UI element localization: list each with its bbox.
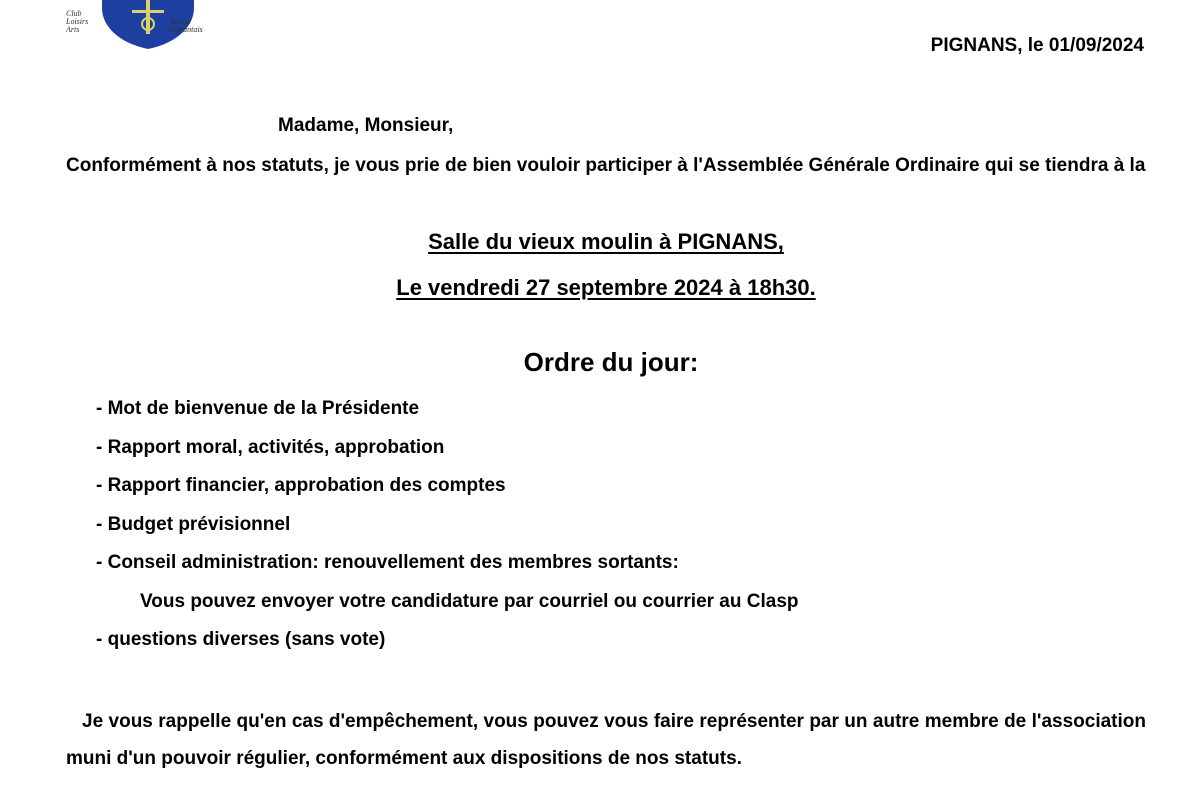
club-logo: [58, 0, 208, 50]
agenda-list: [96, 394, 799, 664]
intro-paragraph: Conformément à nos statuts, je vous prie de bien vouloir participer à l'Assemblée Générale Ordinaire qui se tiendra à la: [66, 155, 1146, 176]
agenda-title: Ordre du jour:: [523, 347, 699, 377]
agenda-item: - questions diverses (sans vote): [96, 629, 386, 650]
agenda-item: - Mot de bienvenue de la Présidente: [96, 398, 420, 419]
logo-text-arts: Arts: [66, 25, 80, 34]
agenda-item: - Conseil administration: renouvellement des membres sortants:: [96, 552, 679, 573]
logo-text-sports: Sports: [170, 17, 191, 26]
reminder-paragraph: Je vous rappelle qu'en cas d'empêchement, vous pouvez vous faire représenter par un autre membre de l'association muni d'un pouvoir régulier, conformément aux dispositions de nos statuts.: [66, 711, 1146, 769]
logo-text-club: Club: [66, 9, 82, 18]
venue-line: Salle du vieux moulin à PIGNANS,: [428, 229, 784, 254]
date-line: PIGNANS, le 01/09/2024: [930, 35, 1144, 56]
meeting-datetime-line: Le vendredi 27 septembre 2024 à 18h30.: [396, 275, 816, 300]
salutation: Madame, Monsieur,: [278, 115, 454, 136]
agenda-item: - Rapport moral, activités, approbation: [96, 436, 445, 458]
logo-text-pignantais: Pignantais: [168, 25, 203, 34]
agenda-item: - Rapport financier, approbation des comptes: [96, 475, 506, 496]
agenda-item: - Budget prévisionnel: [96, 513, 291, 535]
agenda-item-note: Vous pouvez envoyer votre candidature par courriel ou courrier au Clasp: [140, 590, 799, 612]
logo-text-loisirs: Loisirs: [66, 17, 89, 26]
